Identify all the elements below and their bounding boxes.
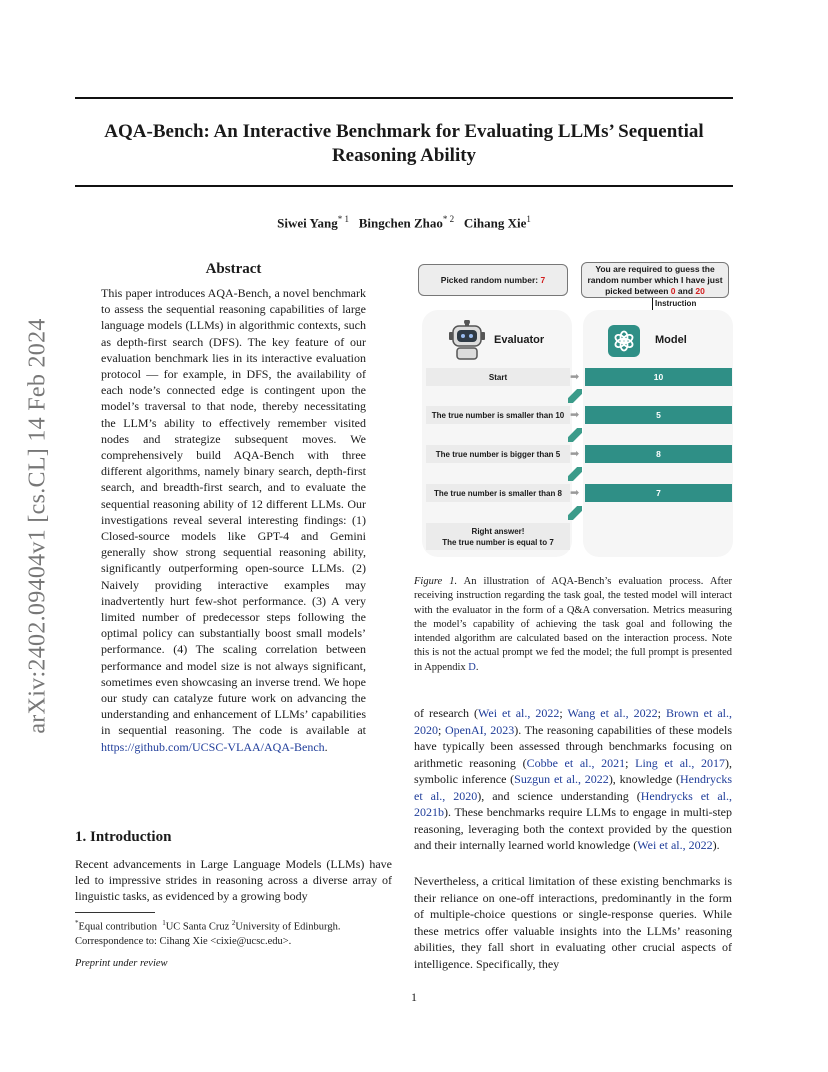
author-list — [75, 214, 733, 231]
final-line-1: Right answer! — [471, 526, 525, 536]
citation-link[interactable]: Hendrycks et al., 2021b — [414, 788, 732, 819]
arrow-right-icon: ➡ — [570, 487, 580, 499]
model-guess: 8 — [585, 445, 732, 463]
text-run: ), and science understanding ( — [477, 788, 641, 803]
appendix-link[interactable]: D — [468, 661, 476, 673]
footnote-marker: * — [75, 919, 79, 927]
footnote-marker: 2 — [231, 919, 236, 927]
evaluator-step: The true number is smaller than 10 — [426, 406, 570, 424]
instruction-box — [581, 262, 729, 298]
model-guess: 7 — [585, 484, 732, 502]
citation-link[interactable]: Wei et al., 2022 — [478, 706, 560, 720]
instruction-text: You are required to guess the random number which I have just picked between — [587, 263, 723, 296]
text-run: ; — [657, 706, 666, 720]
author-name: Cihang Xie — [463, 215, 527, 231]
text-run: ; — [438, 722, 445, 737]
model-logo-icon — [608, 325, 640, 357]
model-guess: 5 — [585, 406, 732, 424]
author-name: Siwei Yang — [277, 215, 338, 231]
author-name: Bingchen Zhao — [358, 215, 443, 231]
arrow-right-icon: ➡ — [570, 371, 580, 383]
citation-link[interactable]: Hendrycks et al., 2020 — [414, 772, 732, 803]
arrow-right-icon: ➡ — [570, 448, 580, 460]
figure-caption — [414, 575, 732, 675]
evaluator-step: The true number is smaller than 8 — [426, 484, 570, 502]
code-link[interactable]: https://github.com/UCSC-VLAA/AQA-Bench — [101, 739, 325, 754]
abstract-heading: Abstract — [205, 261, 262, 277]
evaluator-panel — [422, 310, 572, 557]
text-run: ). The reasoning capabilities of these models have typically been assessed through benchmarks focusing on arithmetic reasoning ( — [414, 722, 732, 770]
picked-value: 7 — [540, 275, 546, 285]
caption-end: . — [475, 661, 479, 673]
footnote-correspondence: Correspondence to: Cihang Xie <cixie@ucsc.edu>. — [75, 935, 292, 947]
caption-label: Figure 1. — [414, 576, 458, 587]
range-low: 0 — [670, 285, 676, 296]
footnote-equal: Equal contribution — [78, 921, 157, 933]
range-high: 20 — [695, 285, 705, 296]
caption-text: An illustration of AQA-Bench’s evaluation process. After receiving instruction regarding the task goal, the tested model will interact with the evaluator in the form of a Q&A conversation. Metrics measuring the model’s capability of achieving the task goal and following the intended algorithm are calculated based on the interaction process. Note this is not the actual prompt we fed the model; the full prompt is presented in Appendix — [414, 576, 732, 673]
text-run: ). These benchmarks require LLMs to engage in multi-step reasoning, leveraging both the context provided by the question and their internally learned world knowledge ( — [414, 805, 732, 852]
citation-link[interactable]: Brown et al., 2020 — [414, 706, 732, 737]
citation-link[interactable]: Ling et al., 2017 — [635, 755, 726, 770]
top-rule — [75, 97, 733, 99]
evaluator-step: Start — [426, 368, 570, 386]
picked-label: Picked random number: — [440, 275, 539, 285]
author-affiliation: * 2 — [442, 214, 455, 224]
instruction-label: Instruction — [655, 299, 697, 308]
abstract-text — [101, 285, 366, 755]
text-run: ; — [625, 755, 636, 770]
range-and: and — [677, 285, 694, 296]
picked-number-box — [418, 264, 568, 296]
intro-text: Recent advancements in Large Language Models (LLMs) have led to impressive strides in reasoning across a diverse array of linguistic tasks, as evidenced by a growing body — [75, 857, 392, 904]
text-run: ), symbolic inference ( — [414, 755, 733, 786]
footnote-rule — [75, 912, 155, 913]
abstract-body: This paper introduces AQA-Bench, a novel benchmark to assess the sequential reasoning capabilities of large language models (LLMs) in algorithmic contexts, such as depth-first search (DFS). The key feature of our evaluation benchmark lies in its interactive evaluation protocol — for example, in DFS, the availability of each node’s connected edge is contingent upon the model’s traversal to that node, thereby necessitating the LLM’s ability to effectively remember visited nodes and strategize subsequent moves. We comprehensively build AQA-Bench with three different algorithms, namely binary search, depth-first search, and breadth-first search, and to evaluate the sequential reasoning ability of 12 different LLMs. Our investigations reveal several interesting findings: (1) Closed-source models like GPT-4 and Gemini generally show strong sequential reasoning ability, significantly outperforming open-source LLMs. (2) Naively providing interactive examples may inadvertently hurt few-shot performance. (3) A very limited number of predecessor steps following the optimal policy can substantially boost small models’ performance. (4) The scaling correlation between performance and model size is not always significant, sometimes even showcasing an inverse trend. We hope our study can catalyze future work on advancing the understanding and enhancement of LLMs’ capabilities in sequential reasoning. The code is available at — [101, 286, 366, 738]
final-line-2: The true number is equal to 7 — [442, 537, 554, 547]
paper-title: AQA-Bench: An Interactive Benchmark for Evaluating LLMs’ Sequential Reasoning Ability — [104, 121, 704, 166]
abstract-end: . — [324, 739, 328, 754]
figure-1 — [418, 262, 734, 562]
text-run: ; — [559, 706, 568, 720]
evaluator-label: Evaluator — [494, 334, 545, 346]
evaluator-step: The true number is bigger than 5 — [426, 445, 570, 463]
evaluator-final — [426, 523, 570, 550]
author-affiliation: 1 — [526, 214, 531, 224]
arrow-right-icon: ➡ — [570, 409, 580, 421]
arxiv-stamp: arXiv:2402.09404v1 [cs.CL] 14 Feb 2024 — [24, 318, 51, 734]
text-run: ). — [712, 838, 720, 852]
preprint-note: Preprint under review — [75, 958, 168, 969]
footnote-marker: 1 — [162, 919, 166, 927]
model-panel — [583, 310, 733, 557]
citation-link[interactable]: OpenAI, 2023 — [444, 722, 515, 737]
robot-icon — [448, 320, 486, 360]
right-paragraph-1 — [414, 705, 732, 854]
text-run: ), knowledge ( — [608, 772, 681, 786]
openai-knot-icon — [613, 330, 635, 352]
footnote-affiliation: University of Edinburgh. — [235, 921, 341, 933]
citation-link[interactable]: Wei et al., 2022 — [637, 838, 713, 852]
citation-link[interactable]: Suzgun et al., 2022 — [514, 772, 609, 786]
page-number: 1 — [411, 990, 417, 1004]
right-paragraph-2: Nevertheless, a critical limitation of these existing benchmarks is their reliance on one-off interactions, predominantly in the form of multiple-choice questions or single-response queries. While these metrics offer valuable insights into the LLMs’ reasoning abilities, they fall short in evaluating other crucial aspects of intelligence. Specifically, they — [414, 874, 732, 971]
model-label: Model — [655, 334, 687, 346]
footnote — [75, 916, 395, 949]
citation-link[interactable]: Wang et al., 2022 — [567, 706, 658, 720]
section-heading-introduction: 1. Introduction — [75, 829, 172, 845]
model-guess: 10 — [585, 368, 732, 386]
text-run: of research ( — [414, 706, 478, 720]
author-affiliation: * 1 — [337, 214, 349, 224]
footnote-affiliation: UC Santa Cruz — [165, 921, 230, 933]
title-bottom-rule — [75, 185, 733, 187]
citation-link[interactable]: Cobbe et al., 2021 — [526, 755, 626, 770]
